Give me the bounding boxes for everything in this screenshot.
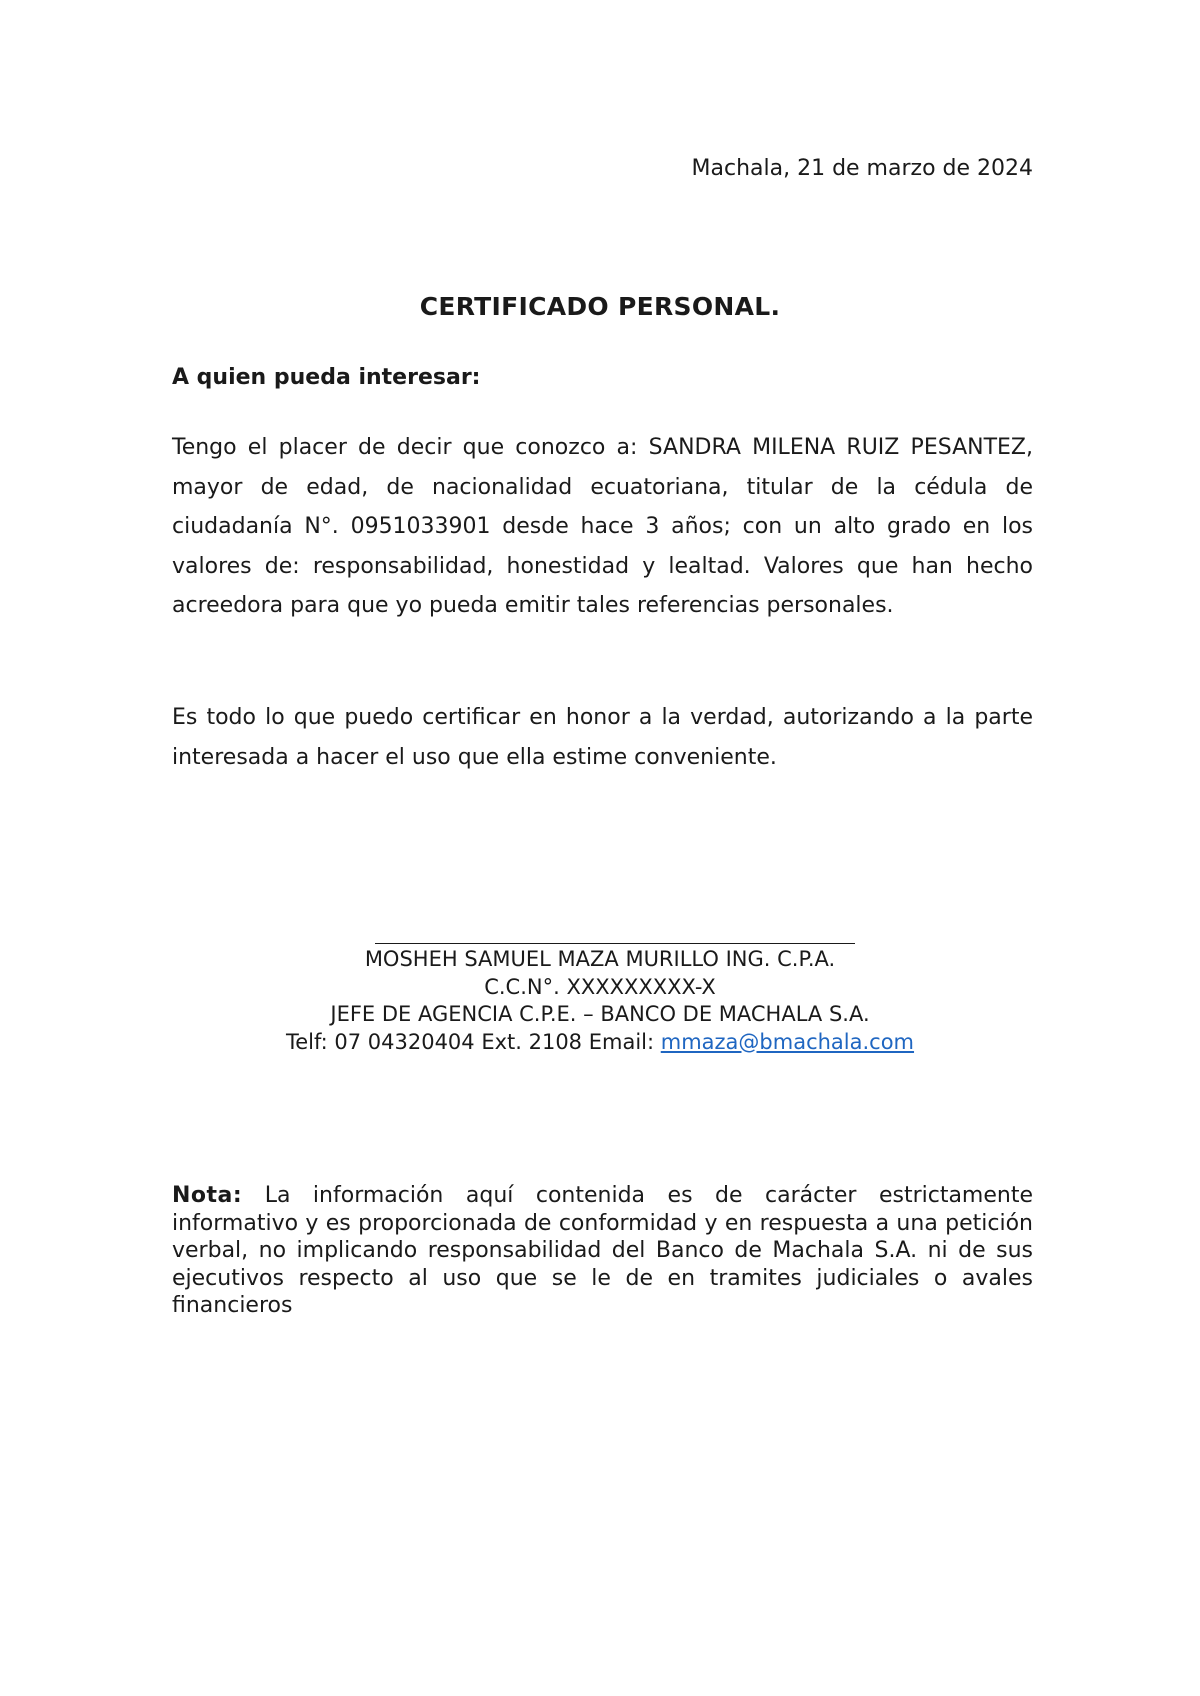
signer-id: C.C.N°. XXXXXXXXX-X (484, 974, 716, 999)
email-link[interactable]: mmaza@bmachala.com (660, 1029, 915, 1054)
body-paragraph-1: Tengo el placer de decir que conozco a: SANDRA MILENA RUIZ PESANTEZ, mayor de edad, de nacionalidad ecuatoriana, titular de la cédula de ciudadanía N°. 0951033901 desde hace 3 años; con un alto grado en los valores de: responsabilidad, honestidad y lealtad. Valores que han hecho acreedora para que yo pueda emitir tales referencias personales. (172, 435, 1033, 619)
signature-line (375, 943, 855, 944)
document-title: CERTIFICADO PERSONAL. (419, 292, 781, 321)
contact-phone-text: Telf: 07 04320404 Ext. 2108 Email: (285, 1029, 661, 1054)
note-label: Nota: (172, 1183, 243, 1208)
salutation: A quien pueda interesar: (172, 365, 481, 390)
note-paragraph (172, 1182, 1033, 1320)
signer-name: MOSHEH SAMUEL MAZA MURILLO ING. C.P.A. (364, 947, 836, 971)
date-line: Machala, 21 de marzo de 2024 (691, 156, 1033, 181)
signer-contact (0, 1029, 1200, 1057)
note-text: La información aquí contenida es de carácter estrictamente informativo y es proporcionada de conformidad y en respuesta a una petición verbal, no implicando responsabilidad del Banco de Machala S.A. ni de sus ejecutivos respecto al uso que se le de en tramites judiciales o avales financieros (172, 1183, 1033, 1318)
signer-position: JEFE DE AGENCIA C.P.E. – BANCO DE MACHALA S.A. (330, 1002, 870, 1026)
signature-block (0, 943, 1200, 1056)
body-paragraph-2: Es todo lo que puedo certificar en honor a la verdad, autorizando a la parte interesada a hacer el uso que ella estime conveniente. (172, 705, 1033, 770)
